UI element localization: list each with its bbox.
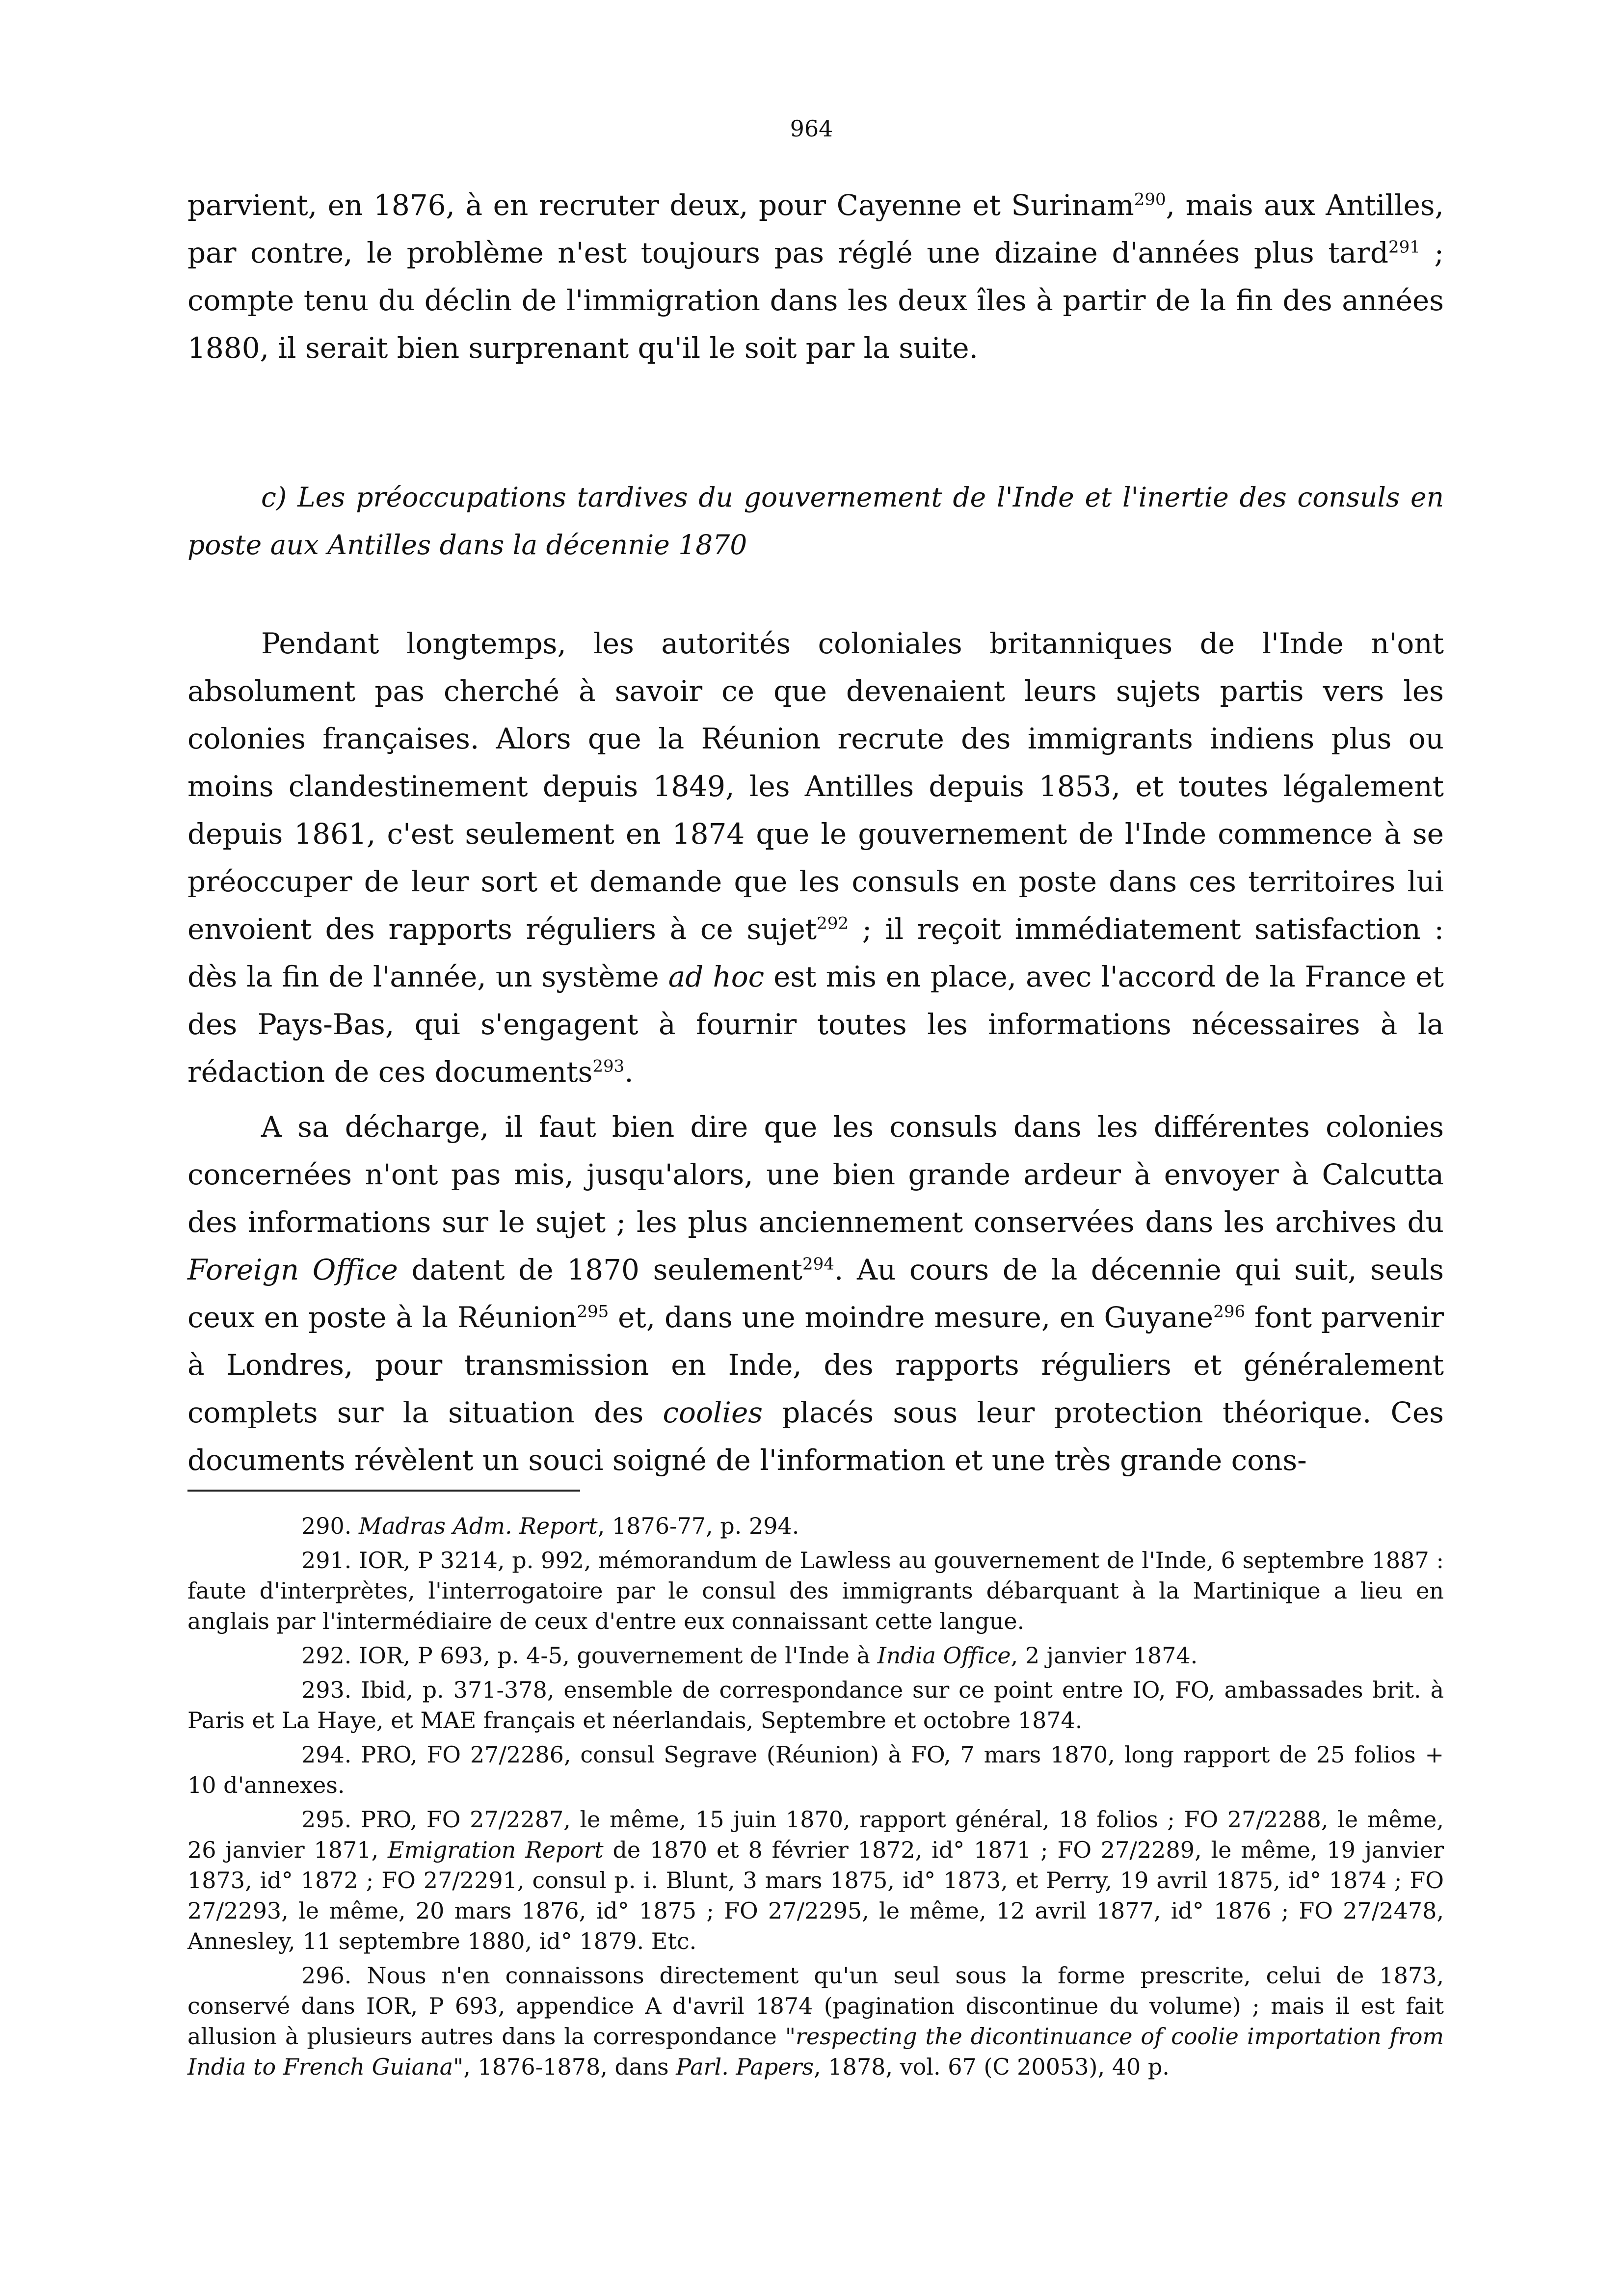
section-heading-text: c) Les préoccupations tardives du gouvernement de l'Inde et l'inertie des consuls en poste aux Antilles dans la décennie 1870: [187, 481, 1444, 561]
footnote-reference[interactable]: 296: [1213, 1302, 1246, 1322]
paragraph-text: parvient, en 1876, à en recruter deux, pour Cayenne et Surinam$^{290}$, mais aux Antilles, par contre, le problème n'est toujours pas réglé une dizaine d'années plus tard$^{291}$ ; compte tenu du déclin de l'immigration dans les deux îles à partir de la fin des années 1880, il serait bien surprenant qu'il le soit par la suite.: [187, 188, 1444, 365]
paragraph-text: A sa décharge, il faut bien dire que les consuls dans les différentes colonies concernées n'ont pas mis, jusqu'alors, une bien grande ardeur à envoyer à Calcutta des informations sur le sujet ; les plus anciennement conservées dans les archives du Foreign Office datent de 1870 seulement$^{294}$. Au cours de la décennie qui suit, seuls ceux en poste à la Réunion$^{295}$ et, dans une moindre mesure, en Guyane$^{296}$ font parvenir à Londres, pour transmission en Inde, des rapports réguliers et généralement complets sur la situation des coolies placés sous leur protection théorique. Ces documents révèlent un souci soigné de l'information et une très grande cons-: [187, 1110, 1444, 1477]
paragraph-text: Pendant longtemps, les autorités coloniales britanniques de l'Inde n'ont absolument pas cherché à savoir ce que devenaient leurs sujets partis vers les colonies françaises. Alors que la Réunion recrute des immigrants indiens plus ou moins clandestinement depuis 1849, les Antilles depuis 1853, et toutes légalement depuis 1861, c'est seulement en 1874 que le gouvernement de l'Inde commence à se préoccuper de leur sort et demande que les consuls en poste dans ces territoires lui envoient des rapports réguliers à ce sujet$^{292}$ ; il reçoit immédiatement satisfaction : dès la fin de l'année, un système ad hoc est mis en place, avec l'accord de la France et des Pays-Bas, qui s'engagent à fournir toutes les informations nécessaires à la rédaction de ces documents$^{293}$.: [187, 627, 1444, 1089]
body-paragraph-continued: [187, 182, 1444, 372]
section-heading: [187, 474, 1444, 569]
footnote-290: 290. Madras Adm. Report, 1876-77, p. 294.: [301, 1513, 799, 1539]
footnote-separator: [187, 1490, 580, 1492]
body-paragraph-2: [187, 1103, 1444, 1484]
footnote-reference[interactable]: 290: [1134, 189, 1166, 210]
footnotes: [187, 1511, 1444, 2086]
footnote-reference[interactable]: 293: [592, 1056, 625, 1076]
italic-text: India Office: [877, 1642, 1011, 1669]
italic-text: Emigration Report: [388, 1837, 604, 1863]
footnote-reference[interactable]: 292: [817, 913, 849, 934]
footnote-296: 296. Nous n'en connaissons directement qu'un seul sous la forme prescrite, celui de 1873, conservé dans IOR, P 693, appendice A d'avril 1874 (pagination discontinue du volume) ; mais il est fait allusion à plusieurs autres dans la correspondance "respecting the dicontinuance of coolie importation from India to French Guiana", 1876-1878, dans Parl. Papers, 1878, vol. 67 (C 20053), 40 p.: [187, 1962, 1444, 2080]
footnote-reference[interactable]: 294: [802, 1254, 834, 1274]
footnote-291: 291. IOR, P 3214, p. 992, mémorandum de Lawless au gouvernement de l'Inde, 6 septembre 1887 : faute d'interprètes, l'interrogatoire par le consul des immigrants débarquant à la Martinique a lieu en anglais par l'intermédiaire de ceux d'entre eux connaissant cette langue.: [187, 1547, 1444, 1634]
italic-text: coolies: [663, 1396, 763, 1429]
body-paragraph-1: [187, 620, 1444, 1096]
footnote-294: 294. PRO, FO 27/2286, consul Segrave (Réunion) à FO, 7 mars 1870, long rapport de 25 folios + 10 d'annexes.: [187, 1741, 1444, 1798]
italic-text: ad hoc: [668, 960, 765, 993]
page-number: 964: [790, 115, 833, 142]
footnote-292: 292. IOR, P 693, p. 4-5, gouvernement de l'Inde à India Office, 2 janvier 1874.: [301, 1642, 1198, 1669]
footnote-295: 295. PRO, FO 27/2287, le même, 15 juin 1870, rapport général, 18 folios ; FO 27/2288, le même, 26 janvier 1871, Emigration Report de 1870 et 8 février 1872, id° 1871 ; FO 27/2289, le même, 19 janvier 1873, id° 1872 ; FO 27/2291, consul p. i. Blunt, 3 mars 1875, id° 1873, et Perry, 19 avril 1875, id° 1874 ; FO 27/2293, le même, 20 mars 1876, id° 1875 ; FO 27/2295, le même, 12 avril 1877, id° 1876 ; FO 27/2478, Annesley, 11 septembre 1880, id° 1879. Etc.: [187, 1806, 1444, 1954]
footnote-reference[interactable]: 291: [1388, 237, 1420, 257]
italic-text: Madras Adm. Report: [359, 1513, 598, 1539]
italic-text: Parl. Papers: [676, 2054, 814, 2080]
footnote-reference[interactable]: 295: [577, 1302, 609, 1322]
footnote-293: 293. Ibid, p. 371-378, ensemble de correspondance sur ce point entre IO, FO, ambassades brit. à Paris et La Haye, et MAE français et néerlandais, Septembre et octobre 1874.: [187, 1677, 1444, 1734]
italic-text: Foreign Office: [187, 1253, 398, 1286]
italic-text: respecting the dicontinuance of coolie importation from India to French Guiana: [187, 2023, 1444, 2080]
